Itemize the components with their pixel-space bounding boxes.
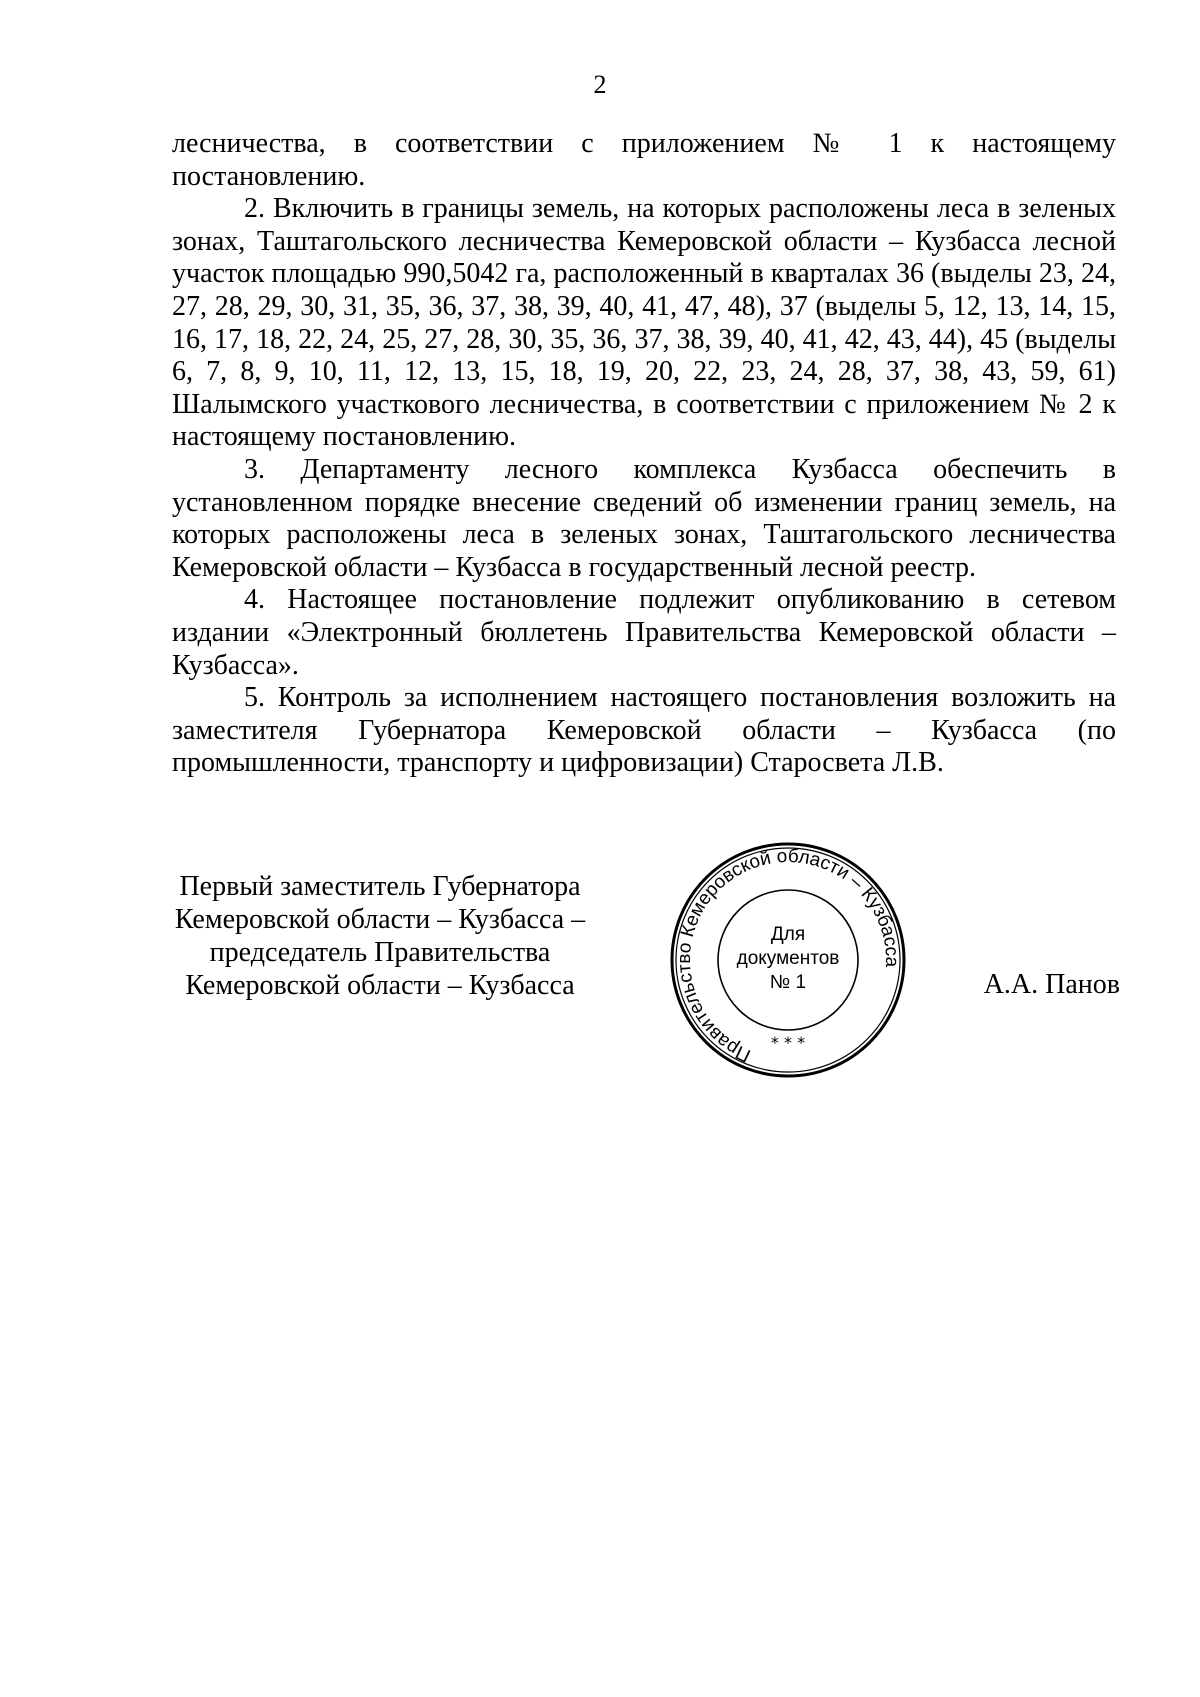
seal-ring-text-path: Правительство Кемеровской области – Кузбасса [673,845,903,1066]
seal-stars: * * * [770,1033,806,1052]
seal-center-line: Для [770,924,806,945]
paragraph-item-2: 2. Включить в границы земель, на которых расположены леса в зеленых зонах, Таштагольского лесничества Кемеровской области – Кузбасса лесной участок площадью 990,5042 га, расположенный в кварталах 36 (выделы 23, 24, 27, 28, 29, 30, 31, 35, 36, 37, 38, 39, 40, 41, 47, 48), 37 (выделы 5, 12, 13, 14, 15, 16, 17, 18, 22, 24, 25, 27, 28, 30, 35, 36, 37, 38, 39, 40, 41, 42, 43, 44), 45 (выделы 6, 7, 8, 9, 10, 11, 12, 13, 15, 18, 19, 20, 22, 23, 24, 28, 37, 38, 43, 59, 61) Шалымского участкового лесничества, в соответствии с приложением № 2 к настоящему постановлению. [172,193,1116,453]
signatory-position-line: Кемеровской области – Кузбасса – [174,904,586,935]
paragraph-continuation: лесничества, в соответствии с приложением № 1 к настоящему постановлению. [172,128,1116,192]
paragraph-item-3: 3. Департаменту лесного комплекса Кузбасса обеспечить в установленном порядке внесение сведений об изменении границ земель, на которых расположены леса в зеленых зонах, Таштагольского лесничества Кемеровской области – Кузбасса в государственный лесной реестр. [172,453,1116,583]
paragraph-item-5: 5. Контроль за исполнением настоящего постановления возложить на заместителя Губернатора Кемеровской области – Кузбасса (по промышленности, транспорту и цифровизации) Старосвета Л.В. [172,682,1116,779]
official-seal-stamp [668,840,908,1080]
signatory-name: А.А. Панов [983,969,1120,1000]
signatory-position-line: председатель Правительства [209,937,551,968]
document-body [172,128,1116,780]
signatory-position [160,870,600,1002]
signatory-position-line: Кемеровской области – Кузбасса [185,970,575,1001]
seal-center-line: документов [736,948,840,969]
seal-center-line: № 1 [769,972,807,993]
paragraph-item-4: 4. Настоящее постановление подлежит опубликованию в сетевом издании «Электронный бюллетень Правительства Кемеровской области – Кузбасса». [172,584,1116,681]
signatory-position-line: Первый заместитель Губернатора [179,871,581,902]
page-number: 2 [593,70,607,99]
